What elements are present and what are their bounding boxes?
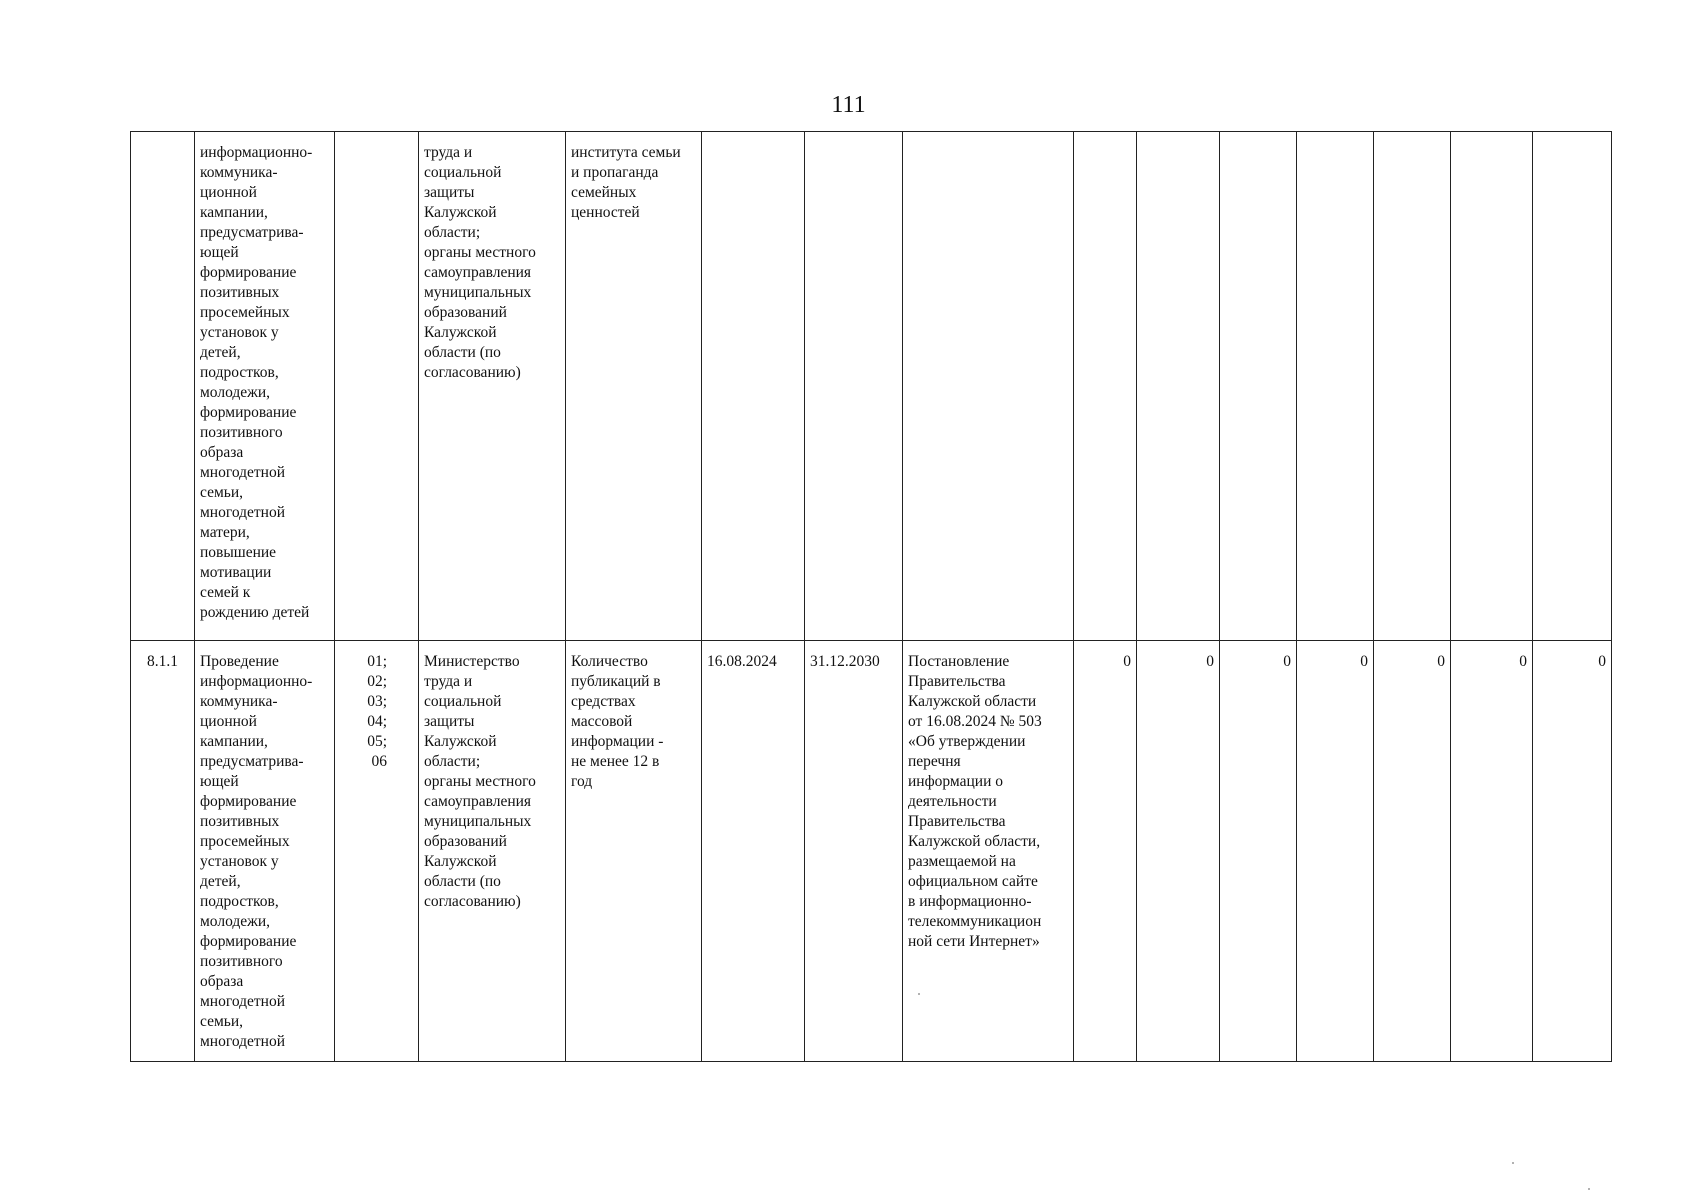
cell-value-1: 0 xyxy=(1074,641,1137,1062)
scan-speck xyxy=(1512,1162,1514,1164)
cell-value-7 xyxy=(1533,132,1612,641)
cell-value-6: 0 xyxy=(1451,641,1533,1062)
cell-end-date xyxy=(805,132,903,641)
cell-document xyxy=(903,132,1074,641)
cell-result: Количество публикаций в средствах массовой информации - не менее 12 в год xyxy=(566,641,702,1062)
cell-codes xyxy=(335,132,419,641)
cell-value-2 xyxy=(1137,132,1220,641)
page-number: 111 xyxy=(831,92,866,118)
cell-document: Постановление Правительства Калужской области от 16.08.2024 № 503 «Об утверждении перечня информации о деятельности Правительства Калужской области, размещаемой на официальном сайте в информационно- телекоммуникацион ной сети Интернет» xyxy=(903,641,1074,1062)
cell-start-date: 16.08.2024 xyxy=(702,641,805,1062)
cell-value-6 xyxy=(1451,132,1533,641)
cell-value-3: 0 xyxy=(1220,641,1297,1062)
cell-value-4 xyxy=(1297,132,1374,641)
cell-result: института семьи и пропаганда семейных ценностей xyxy=(566,132,702,641)
program-activities-table xyxy=(130,131,1612,1062)
cell-activity: Проведение информационно- коммуника- ционной кампании, предусматрива- ющей формирование позитивных просемейных установок у детей, подростков, молодежи, формирование позитивного образа многодетной семьи, многодетной xyxy=(195,641,335,1062)
cell-value-5 xyxy=(1374,132,1451,641)
cell-value-2: 0 xyxy=(1137,641,1220,1062)
cell-index: 8.1.1 xyxy=(131,641,195,1062)
cell-executor: Министерство труда и социальной защиты Калужской области; органы местного самоуправления муниципальных образований Калужской области (по согласованию) xyxy=(419,641,566,1062)
cell-executor: труда и социальной защиты Калужской области; органы местного самоуправления муниципальных образований Калужской области (по согласованию) xyxy=(419,132,566,641)
table-row xyxy=(131,132,1612,641)
scan-speck xyxy=(918,993,920,995)
cell-codes: 01; 02; 03; 04; 05; 06 xyxy=(335,641,419,1062)
cell-start-date xyxy=(702,132,805,641)
cell-value-1 xyxy=(1074,132,1137,641)
cell-value-5: 0 xyxy=(1374,641,1451,1062)
cell-activity: информационно- коммуника- ционной кампании, предусматрива- ющей формирование позитивных просемейных установок у детей, подростков, молодежи, формирование позитивного образа многодетной семьи, многодетной матери, повышение мотивации семей к рождению детей xyxy=(195,132,335,641)
table-row xyxy=(131,641,1612,1062)
cell-end-date: 31.12.2030 xyxy=(805,641,903,1062)
scan-speck xyxy=(1588,1188,1590,1190)
cell-value-3 xyxy=(1220,132,1297,641)
cell-value-7: 0 xyxy=(1533,641,1612,1062)
cell-value-4: 0 xyxy=(1297,641,1374,1062)
cell-index xyxy=(131,132,195,641)
